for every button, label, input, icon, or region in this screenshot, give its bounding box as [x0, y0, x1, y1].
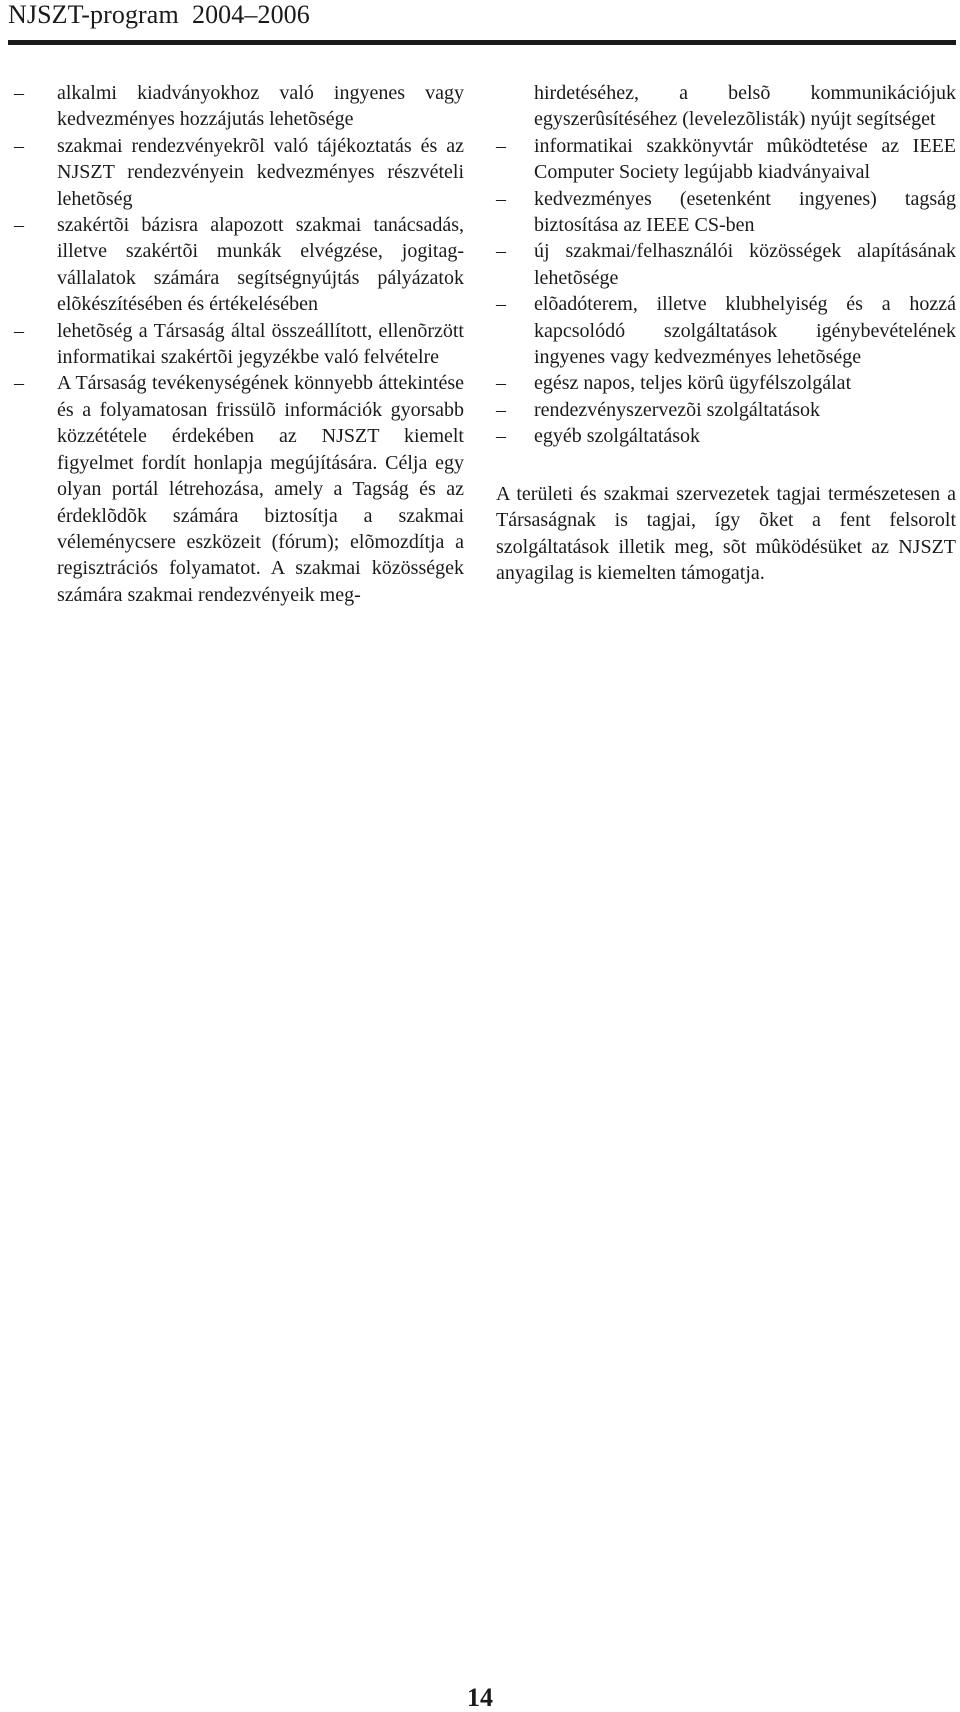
list-item [496, 238, 956, 291]
list-item [496, 291, 956, 370]
left-column [14, 80, 464, 608]
right-column [496, 80, 956, 586]
dash-bullet: – [14, 372, 24, 395]
dash-bullet: – [14, 82, 24, 104]
dash-bullet: – [496, 398, 506, 421]
page-header [8, 0, 956, 45]
dash-bullet: – [496, 240, 506, 263]
list-item-continuation [496, 80, 956, 133]
header-title: NJSZT-program 2004–2006 [8, 0, 310, 29]
list-item-text: alkalmi kiadványokhoz való ingyenes vagy kedvezményes hozzájutás lehetõsége [57, 82, 464, 131]
list-item-text: szakmai rendezvényekrõl való tájékoztatás és az NJSZT rendezvényein kedvezményes részvételi lehetõség [57, 134, 464, 210]
list-item [496, 423, 956, 449]
list-item [496, 186, 956, 239]
list-item [14, 80, 464, 133]
list-item [14, 318, 464, 371]
dash-bullet: – [496, 134, 506, 157]
dash-bullet: – [496, 425, 506, 448]
dash-bullet: – [14, 214, 24, 237]
list-item-text: rendezvényszervezõi szolgáltatások [534, 398, 820, 421]
list-item-text: lehetõség a Társaság által összeállított, ellenõrzött informatikai szakértõi jegyzékbe való felvételre [57, 319, 464, 369]
dash-bullet: – [14, 319, 24, 342]
list-item-text: egyéb szolgáltatások [534, 425, 701, 448]
list-item-text: kedvezményes (esetenként ingyenes) tagság biztosítása az IEEE CS-ben [534, 187, 956, 237]
list-item-text: szakértõi bázisra alapozott szakmai tanácsadás, illetve szakértõi munkák elvégzése, jogitag-vállalatok számára segítségnyújtás pályázatok elõkészítésében és értékelésében [57, 214, 464, 316]
list-item-text: informatikai szakkönyvtár mûködtetése az IEEE Computer Society legújabb kiadványaival [534, 134, 956, 184]
dash-bullet: – [14, 134, 24, 157]
continuation-text: hirdetéséhez, a belsõ kommunikációjuk egyszerûsítéséhez (levelezõlisták) nyújt segítséget [534, 82, 956, 131]
page-number: 14 [467, 1683, 493, 1712]
dash-bullet: – [496, 187, 506, 210]
list-item-text: elõadóterem, illetve klubhelyiség és a hozzá kapcsolódó szolgáltatások igénybevételének ingyenes vagy kedvezményes lehetõsége [534, 293, 956, 369]
list-item-text: új szakmai/felhasználói közösségek alapításának lehetõsége [534, 240, 956, 289]
list-item [496, 370, 956, 396]
list-item-text: A Társaság tevékenységének könnyebb áttekintése és a folyamatosan frissülõ információk gyorsabb közzététele érdekében az NJSZT kiemelt figyelmet fordít honlapja megújítására. Célja egy olyan portál létrehozása, amely a Tagság és az érdeklõdõk számára biztosítja a szakmai véleménycsere eszközeit (fórum); elõmozdítja a regisztrációs folyamatot. A szakmai közösségek számára szakmai rendezvényeik meg- [57, 372, 464, 606]
dash-bullet: – [496, 293, 506, 316]
list-item [496, 397, 956, 423]
list-item [14, 212, 464, 318]
list-item [14, 370, 464, 608]
list-item-text: egész napos, teljes körû ügyfélszolgálat [534, 372, 852, 395]
list-item [14, 133, 464, 212]
list-item [496, 133, 956, 186]
dash-bullet: – [496, 372, 506, 395]
closing-paragraph: A területi és szakmai szervezetek tagjai természetesen a Társaságnak is tagjai, így õket a fent felsorolt szolgáltatások illetik meg, sõt mûködésüket az NJSZT anyagilag is kiemelten támogatja. [496, 482, 956, 584]
